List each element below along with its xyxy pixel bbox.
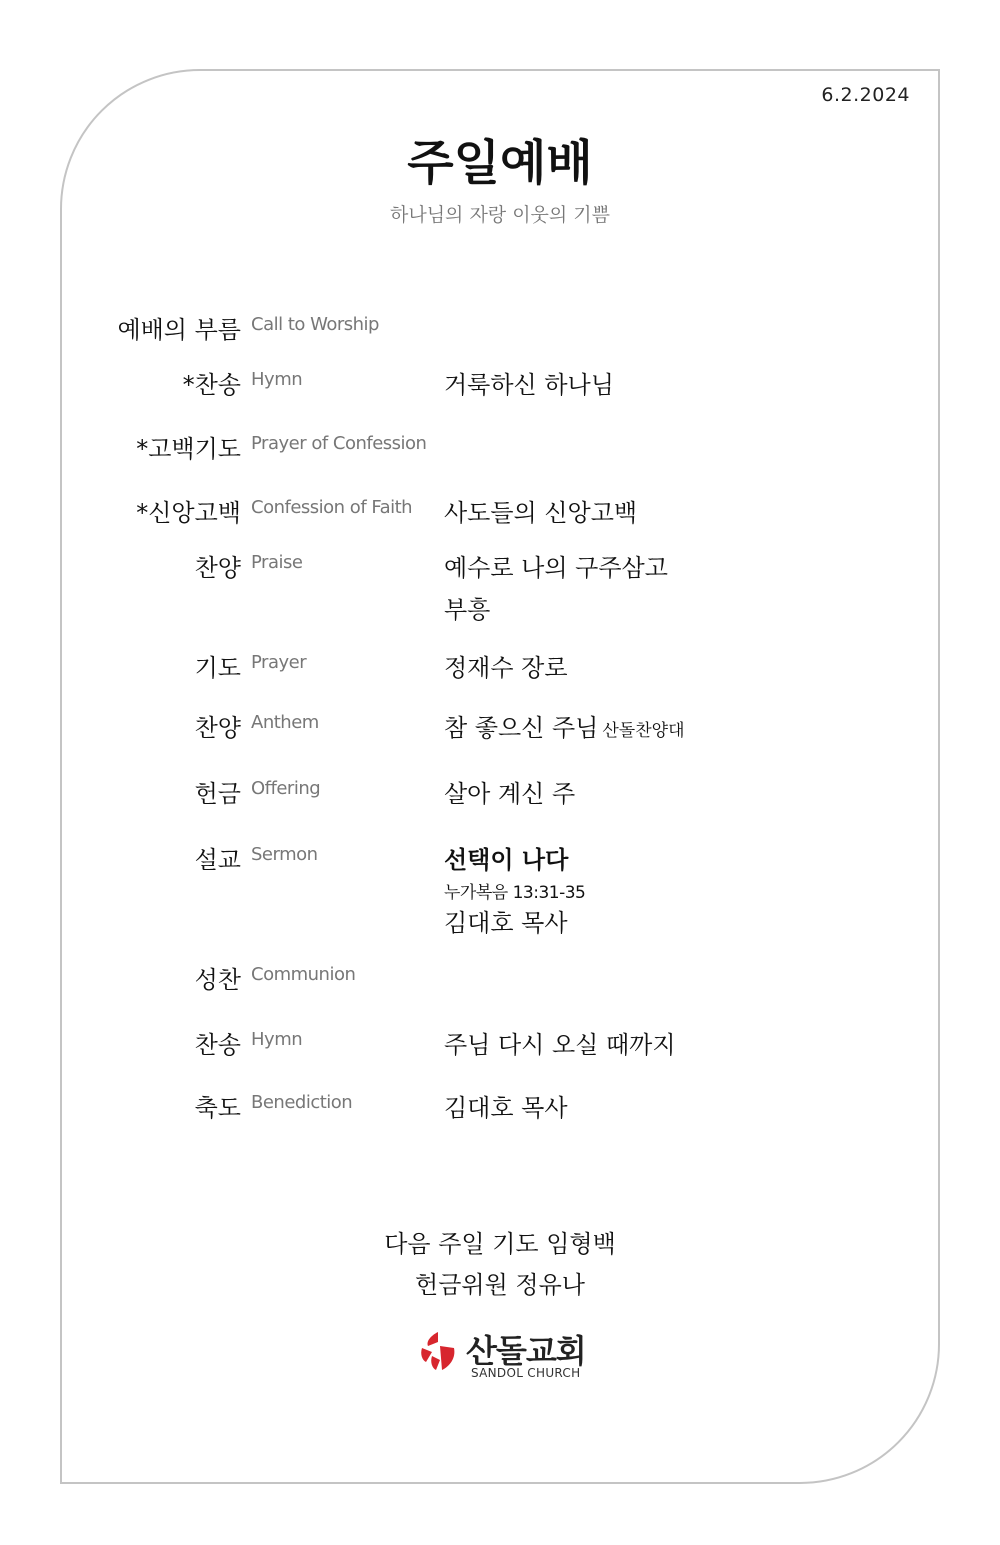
order-label-en: Praise xyxy=(251,552,303,573)
order-label: 설교 xyxy=(194,846,241,874)
order-label: 찬양 xyxy=(194,714,241,742)
order-label-en: Sermon xyxy=(251,844,318,865)
order-label-en: Offering xyxy=(251,778,321,799)
order-value: 정재수 장로 xyxy=(444,654,568,682)
order-label: *신앙고백 xyxy=(136,499,241,527)
order-label-en: Anthem xyxy=(251,712,319,733)
church-logo-name: 산돌교회 xyxy=(466,1332,586,1370)
order-label-en: Benediction xyxy=(251,1092,353,1113)
order-label: 예배의 부름 xyxy=(117,316,241,344)
order-label: *고백기도 xyxy=(136,435,241,463)
order-label: 축도 xyxy=(194,1094,241,1122)
church-logo-icon xyxy=(418,1330,460,1372)
sermon-scripture: 누가복음 13:31-35 xyxy=(444,883,586,903)
order-label-en: Hymn xyxy=(251,1029,303,1050)
order-label: 헌금 xyxy=(194,780,241,808)
sermon-title: 선택이 나다 xyxy=(444,846,569,874)
order-label-en: Confession of Faith xyxy=(251,497,413,518)
order-value: 김대호 목사 xyxy=(444,1094,568,1122)
order-label-en: Prayer of Confession xyxy=(251,433,427,454)
church-logo-subtitle: SANDOL CHURCH xyxy=(471,1366,581,1380)
order-label: 찬송 xyxy=(194,1031,241,1059)
order-label: *찬송 xyxy=(182,371,241,399)
order-label-en: Prayer xyxy=(251,652,307,673)
next-week-prayer: 다음 주일 기도 임형백 xyxy=(384,1230,616,1258)
order-label: 기도 xyxy=(194,654,241,682)
order-value: 살아 계신 주 xyxy=(444,780,576,808)
order-label-en: Communion xyxy=(251,964,356,985)
offering-committee: 헌금위원 정유나 xyxy=(415,1271,585,1299)
page-title: 주일예배 xyxy=(407,135,593,191)
order-value-secondary: 부흥 xyxy=(444,596,491,624)
sermon-preacher: 김대호 목사 xyxy=(444,909,568,937)
service-date: 6.2.2024 xyxy=(821,84,910,106)
order-value xyxy=(444,708,685,743)
church-logo xyxy=(418,1326,598,1386)
order-label: 찬양 xyxy=(194,554,241,582)
anthem-title: 참 좋으신 주님 xyxy=(444,714,599,742)
order-label-en: Call to Worship xyxy=(251,314,379,335)
order-label: 성찬 xyxy=(194,966,241,994)
order-value: 예수로 나의 구주삼고 xyxy=(444,554,668,582)
anthem-performer: 산돌찬양대 xyxy=(602,721,685,741)
order-value: 주님 다시 오실 때까지 xyxy=(444,1031,676,1059)
order-value: 거룩하신 하나님 xyxy=(444,371,614,399)
page-subtitle: 하나님의 자랑 이웃의 기쁨 xyxy=(389,204,610,226)
order-label-en: Hymn xyxy=(251,369,303,390)
order-value: 사도들의 신앙고백 xyxy=(444,499,638,527)
